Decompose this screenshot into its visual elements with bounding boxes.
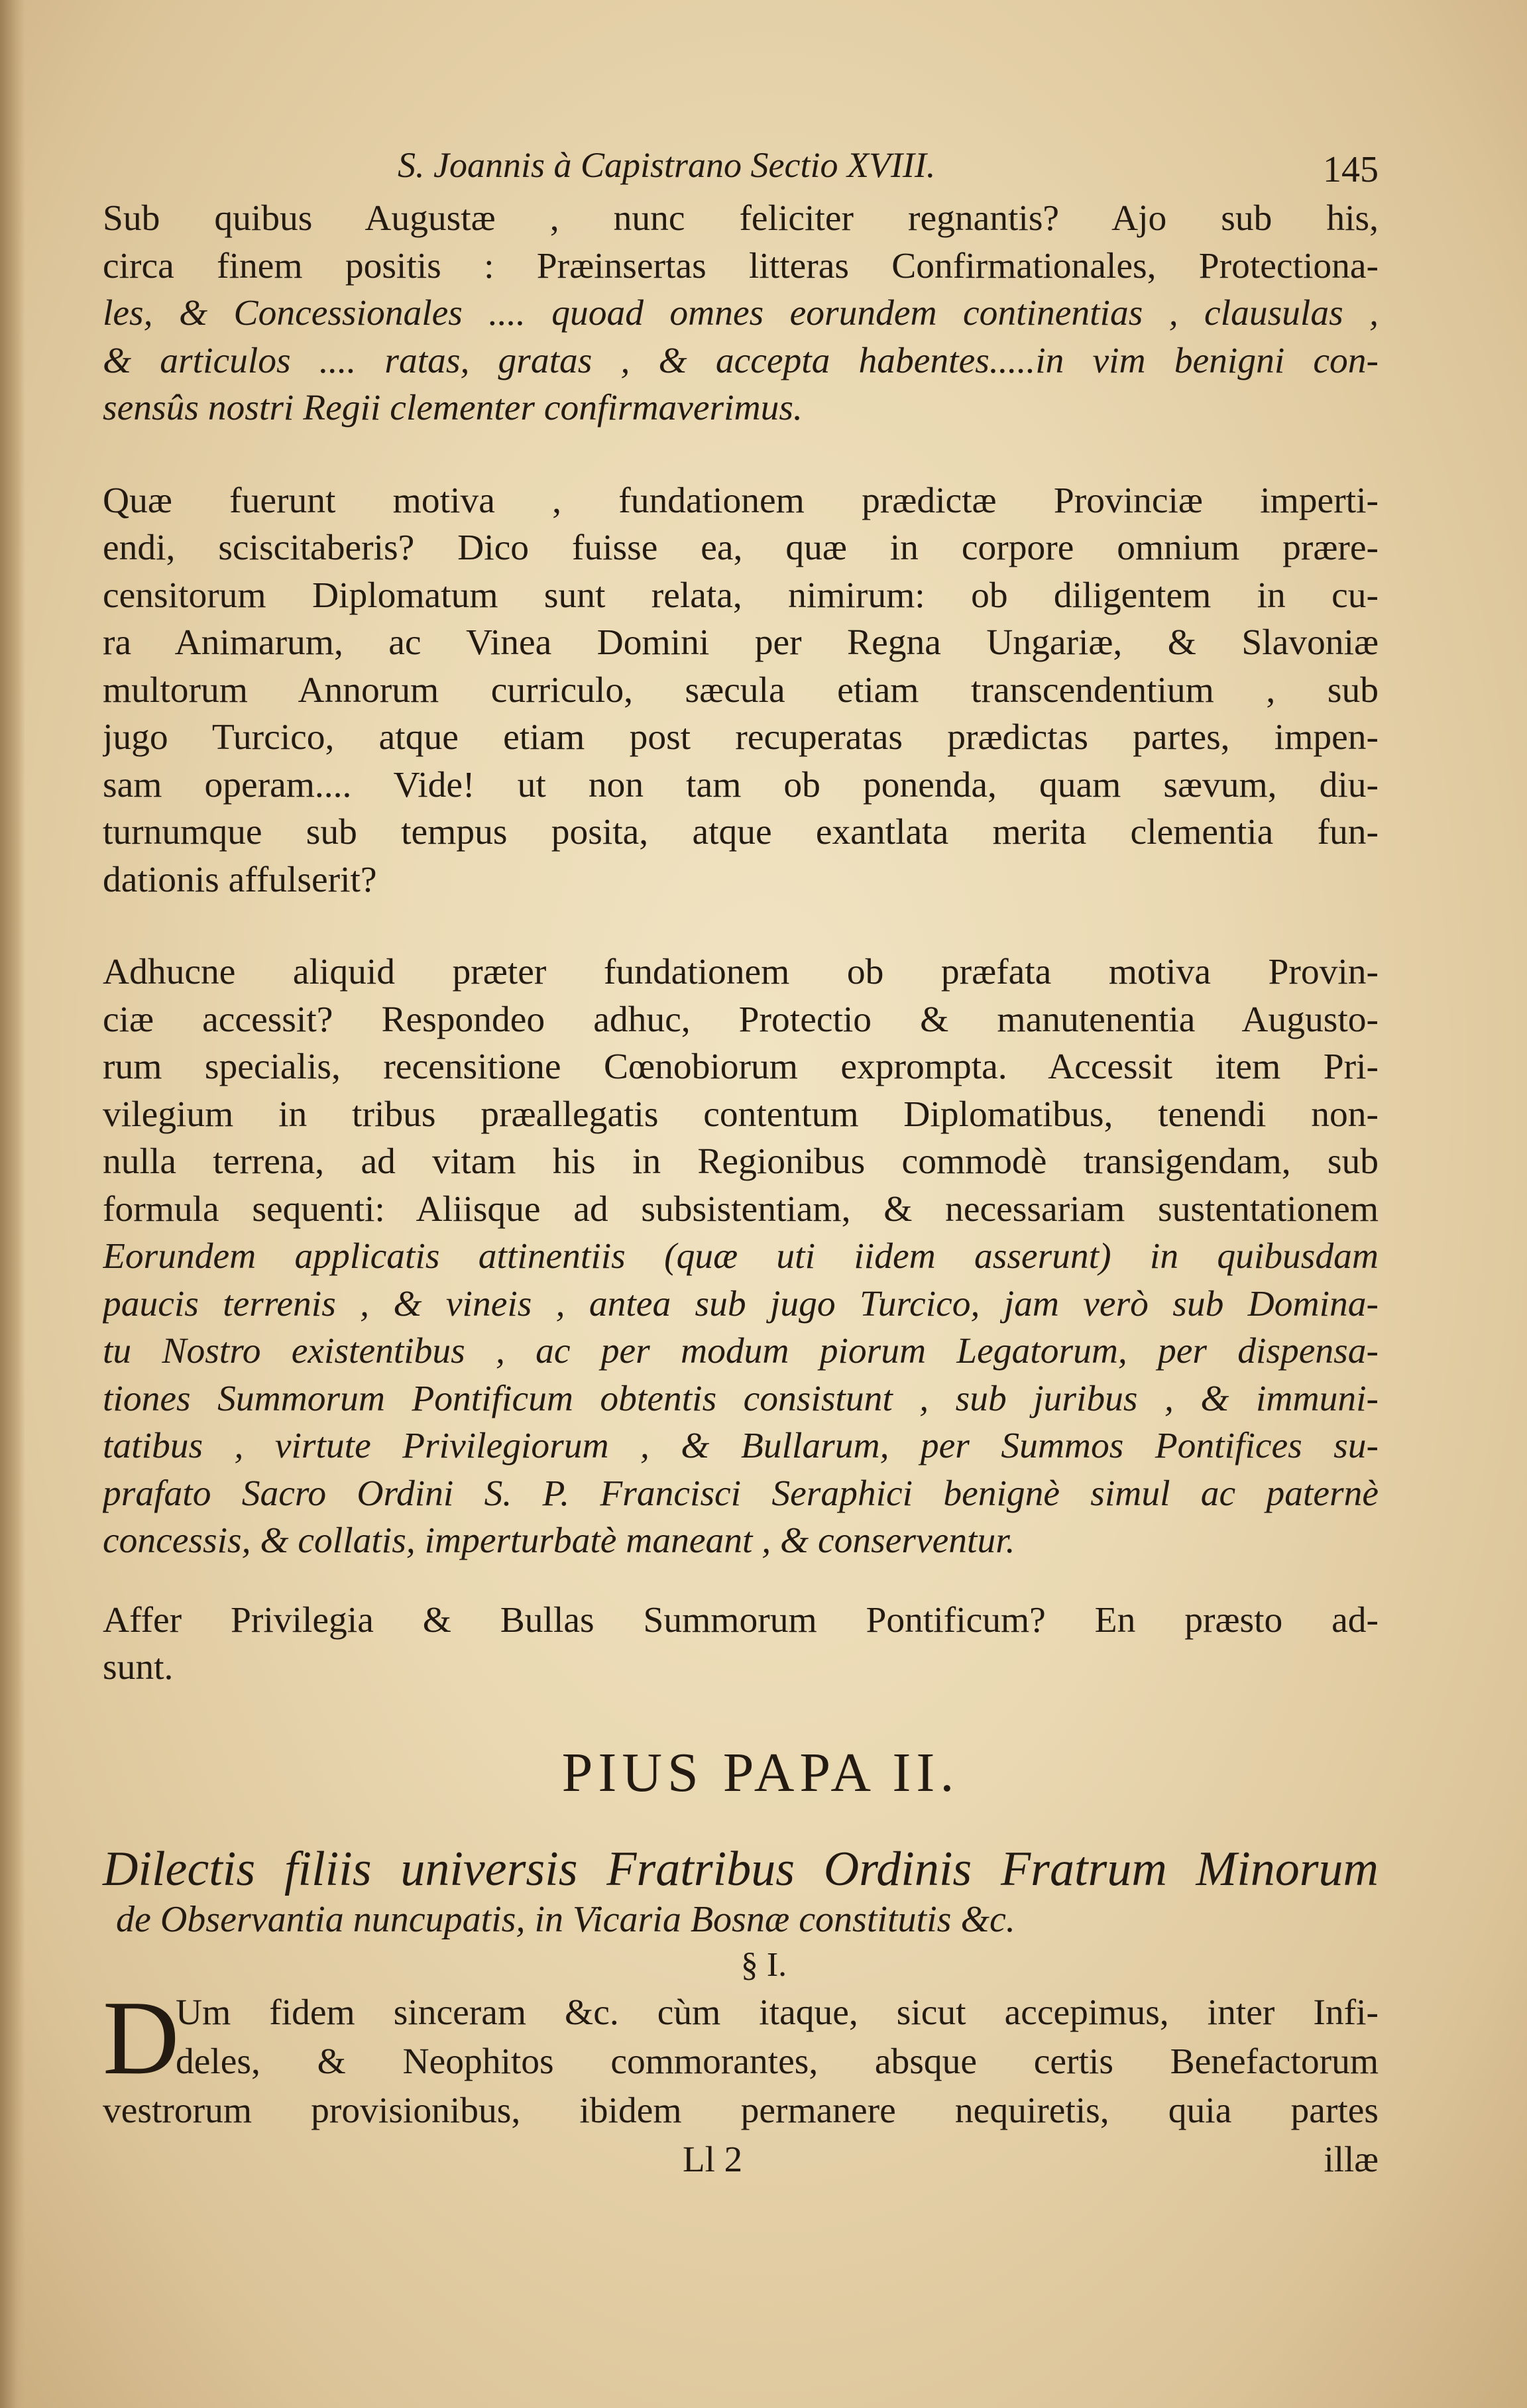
text-line: ra Animarum, ac Vinea Domini per Regna Ungariæ, & Slavoniæ [103, 622, 1379, 663]
address-line-1: Dilectis filiis universis Fratribus Ordinis Fratrum Minorum [103, 1841, 1379, 1896]
text-line: rum specialis, recensitione Cœnobiorum exprompta. Accessit item Pri- [103, 1047, 1379, 1087]
text-line: tiones Summorum Pontificum obtentis consistunt , sub juribus , & immuni- [103, 1378, 1379, 1419]
text-line: Um fidem sinceram &c. cùm itaque, sicut accepimus, inter Infi- [176, 1992, 1379, 2033]
text-line: Quæ fuerunt motiva , fundationem prædictæ Provinciæ imperti- [103, 480, 1379, 521]
paragraph-4 [103, 1597, 1379, 1691]
text-line: endi, sciscitaberis? Dico fuisse ea, quæ in corpore omnium prære- [103, 528, 1379, 568]
paragraph-2 [103, 477, 1379, 904]
address-line-2: de Observantia nuncupatis, in Vicaria Bosnæ constitutis &c. [116, 1898, 1015, 1940]
text-line: vestrorum provisionibus, ibidem permanere nequiretis, quia partes [103, 2090, 1379, 2131]
heading-gap [103, 1809, 1379, 1841]
text-line: vilegium in tribus præallegatis contentum Diplomatibus, tenendi non- [103, 1094, 1379, 1135]
text-line: Eorundem applicatis attinentiis (quæ uti iidem asserunt) in quibusdam [103, 1236, 1379, 1277]
text-line: Sub quibus Augustæ , nunc feliciter regnantis? Ajo sub his, [103, 198, 1379, 239]
paragraph-1 [103, 195, 1379, 432]
text-line: tu Nostro existentibus , ac per modum piorum Legatorum, per dispensa- [103, 1331, 1379, 1371]
text-line: circa finem positis : Præinsertas litteras Confirmationales, Protectiona- [103, 245, 1379, 286]
paragraph-3 [103, 948, 1379, 1565]
paragraph-gap [103, 903, 1379, 948]
section-heading: PIUS PAPA II. [561, 1741, 960, 1804]
text-line: sam operam.... Vide! ut non tam ob ponenda, quam sævum, diu- [103, 764, 1379, 805]
text-line: Adhucne aliquid præter fundationem ob præfata motiva Provin- [103, 952, 1379, 992]
text-line: jugo Turcico, atque etiam post recuperatas prædictas partes, impen- [103, 717, 1379, 758]
page-gutter-shadow [0, 0, 25, 2408]
page-number: 145 [1323, 149, 1379, 190]
catchword: illæ [1324, 2138, 1379, 2179]
text-line: deles, & Neophitos commorantes, absque certis Benefactorum [176, 2041, 1379, 2082]
signature-mark: Ll 2 [683, 2138, 743, 2179]
text-line: les, & Concessionales .... quoad omnes eorundem continentias , clausulas , [103, 293, 1379, 333]
running-head-title: S. Joannis à Capistrano Sectio XVIII. [398, 145, 936, 185]
drop-cap: D [103, 1978, 180, 2096]
section-mark: § I. [740, 1945, 787, 1984]
text-line: dationis affulserit? [103, 859, 377, 900]
text-line: multorum Annorum curriculo, sæcula etiam transcendentium , sub [103, 669, 1379, 711]
text-line: sunt. [103, 1647, 174, 1688]
text-line: formula sequenti: Aliisque ad subsistentiam, & necessariam sustentationem [103, 1188, 1379, 1230]
bull-text [103, 1978, 1379, 2136]
text-line: ciæ accessit? Respondeo adhuc, Protectio & manutenentia Augusto- [103, 999, 1379, 1040]
text-line: concessis, & collatis, imperturbatè maneant , & conserventur. [103, 1520, 1015, 1561]
paragraph-gap [103, 1565, 1379, 1597]
paragraph-gap [103, 432, 1379, 477]
text-line: tatibus , virtute Privilegiorum , & Bullarum, per Summos Pontifices su- [103, 1426, 1379, 1466]
text-line: censitorum Diplomatum sunt relata, nimirum: ob diligentem in cu- [103, 575, 1379, 616]
text-line: prafato Sacro Ordini S. P. Francisci Seraphici benignè simul ac paternè [103, 1473, 1379, 1514]
text-line: Affer Privilegia & Bullas Summorum Pontificum? En præsto ad- [103, 1599, 1379, 1640]
text-line: paucis terrenis , & vineis , antea sub jugo Turcico, jam verò sub Domina- [103, 1283, 1379, 1324]
page-footer [103, 2136, 1379, 2185]
text-line: & articulos .... ratas, gratas , & accepta habentes.....in vim benigni con- [103, 340, 1379, 381]
section-gap [103, 1691, 1379, 1737]
running-head [103, 138, 1379, 195]
text-line: nulla terrena, ad vitam his in Regionibus commodè transigendam, sub [103, 1141, 1379, 1182]
text-line: turnumque sub tempus posita, atque exantlata merita clementia fun- [103, 812, 1379, 852]
text-block [103, 138, 1379, 2185]
text-line: sensûs nostri Regii clementer confirmaverimus. [103, 388, 803, 428]
